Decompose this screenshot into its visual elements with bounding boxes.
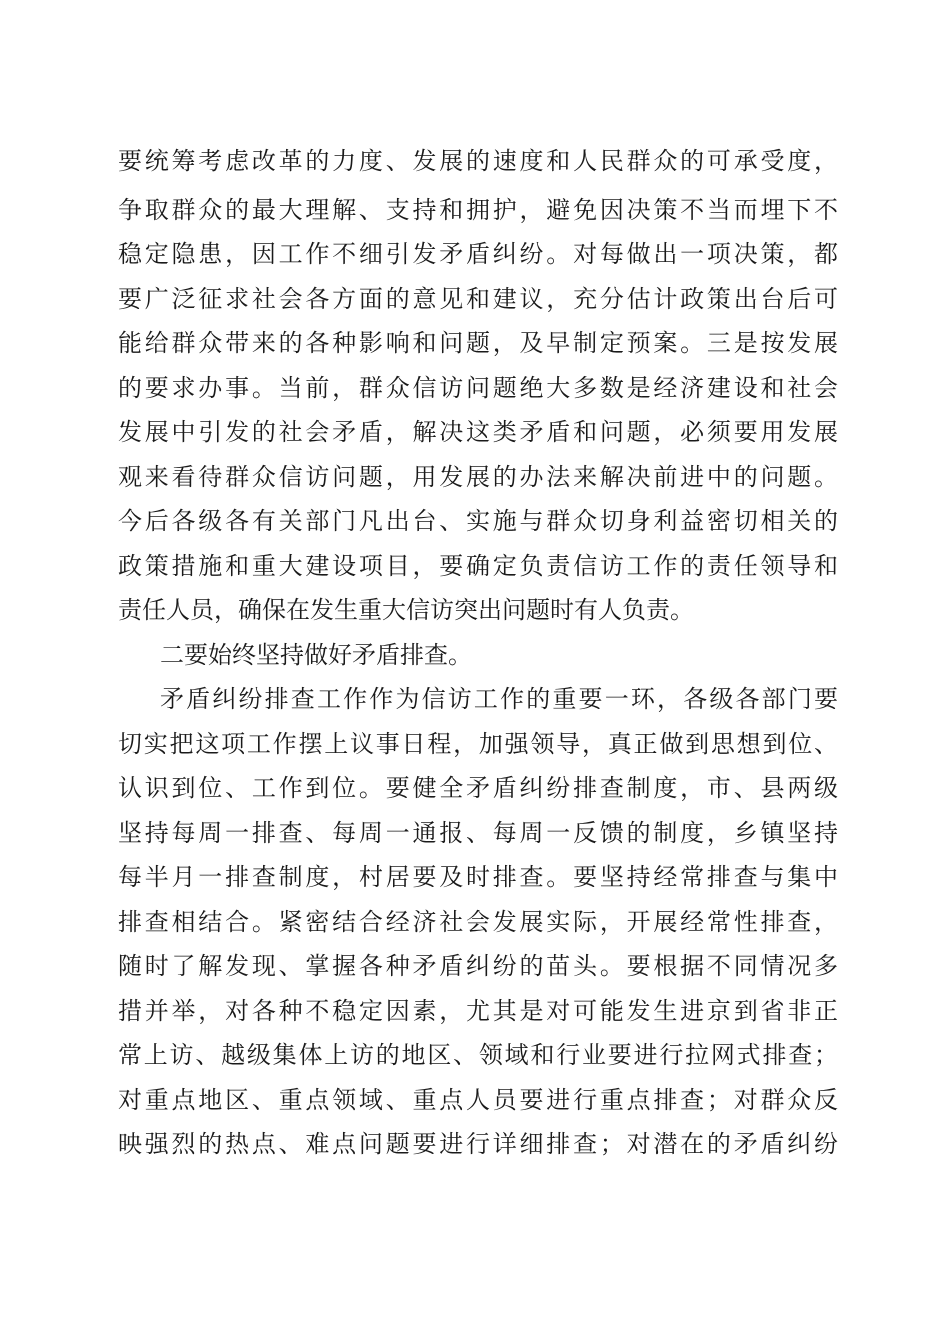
text-line: 随时了解发现、掌握各种矛盾纠纷的苗头。要根据不同情况多 [118,952,838,980]
text-line: 常上访、越级集体上访的地区、领域和行业要进行拉网式排查； [118,1041,838,1069]
text-line: 坚持每周一排查、每周一通报、每周一反馈的制度，乡镇坚持 [118,819,838,847]
text-line: 争取群众的最大理解、支持和拥护，避免因决策不当而埋下不 [118,196,838,224]
text-line: 每半月一排查制度，村居要及时排查。要坚持经常排查与集中 [118,863,838,891]
text-line: 措并举，对各种不稳定因素，尤其是对可能发生进京到省非正 [118,997,838,1025]
text-line: 要广泛征求社会各方面的意见和建议，充分估计政策出台后可 [118,285,838,313]
section-heading: 二要始终坚持做好矛盾排查。 [160,641,472,669]
text-line: 能给群众带来的各种影响和问题，及早制定预案。三是按发展 [118,329,838,357]
text-line: 切实把这项工作摆上议事日程，加强领导，真正做到思想到位、 [118,730,838,758]
text-line: 矛盾纠纷排查工作作为信访工作的重要一环，各级各部门要 [160,685,838,713]
text-line: 发展中引发的社会矛盾，解决这类矛盾和问题，必须要用发展 [118,418,838,446]
text-line: 要统筹考虑改革的力度、发展的速度和人民群众的可承受度， [118,147,838,175]
text-line: 政策措施和重大建设项目，要确定负责信访工作的责任领导和 [118,552,838,580]
text-line: 排查相结合。紧密结合经济社会发展实际，开展经常性排查， [118,908,838,936]
text-line: 今后各级各有关部门凡出台、实施与群众切身利益密切相关的 [118,507,838,535]
text-line: 责任人员，确保在发生重大信访突出问题时有人负责。 [118,596,694,624]
text-line: 观来看待群众信访问题，用发展的办法来解决前进中的问题。 [118,463,838,491]
text-line: 映强烈的热点、难点问题要进行详细排查；对潜在的矛盾纠纷 [118,1130,838,1158]
text-line: 稳定隐患，因工作不细引发矛盾纠纷。对每做出一项决策，都 [118,240,838,268]
text-line: 认识到位、工作到位。要健全矛盾纠纷排查制度，市、县两级 [118,774,838,802]
text-line: 对重点地区、重点领域、重点人员要进行重点排查；对群众反 [118,1086,838,1114]
text-line: 的要求办事。当前，群众信访问题绝大多数是经济建设和社会 [118,374,838,402]
